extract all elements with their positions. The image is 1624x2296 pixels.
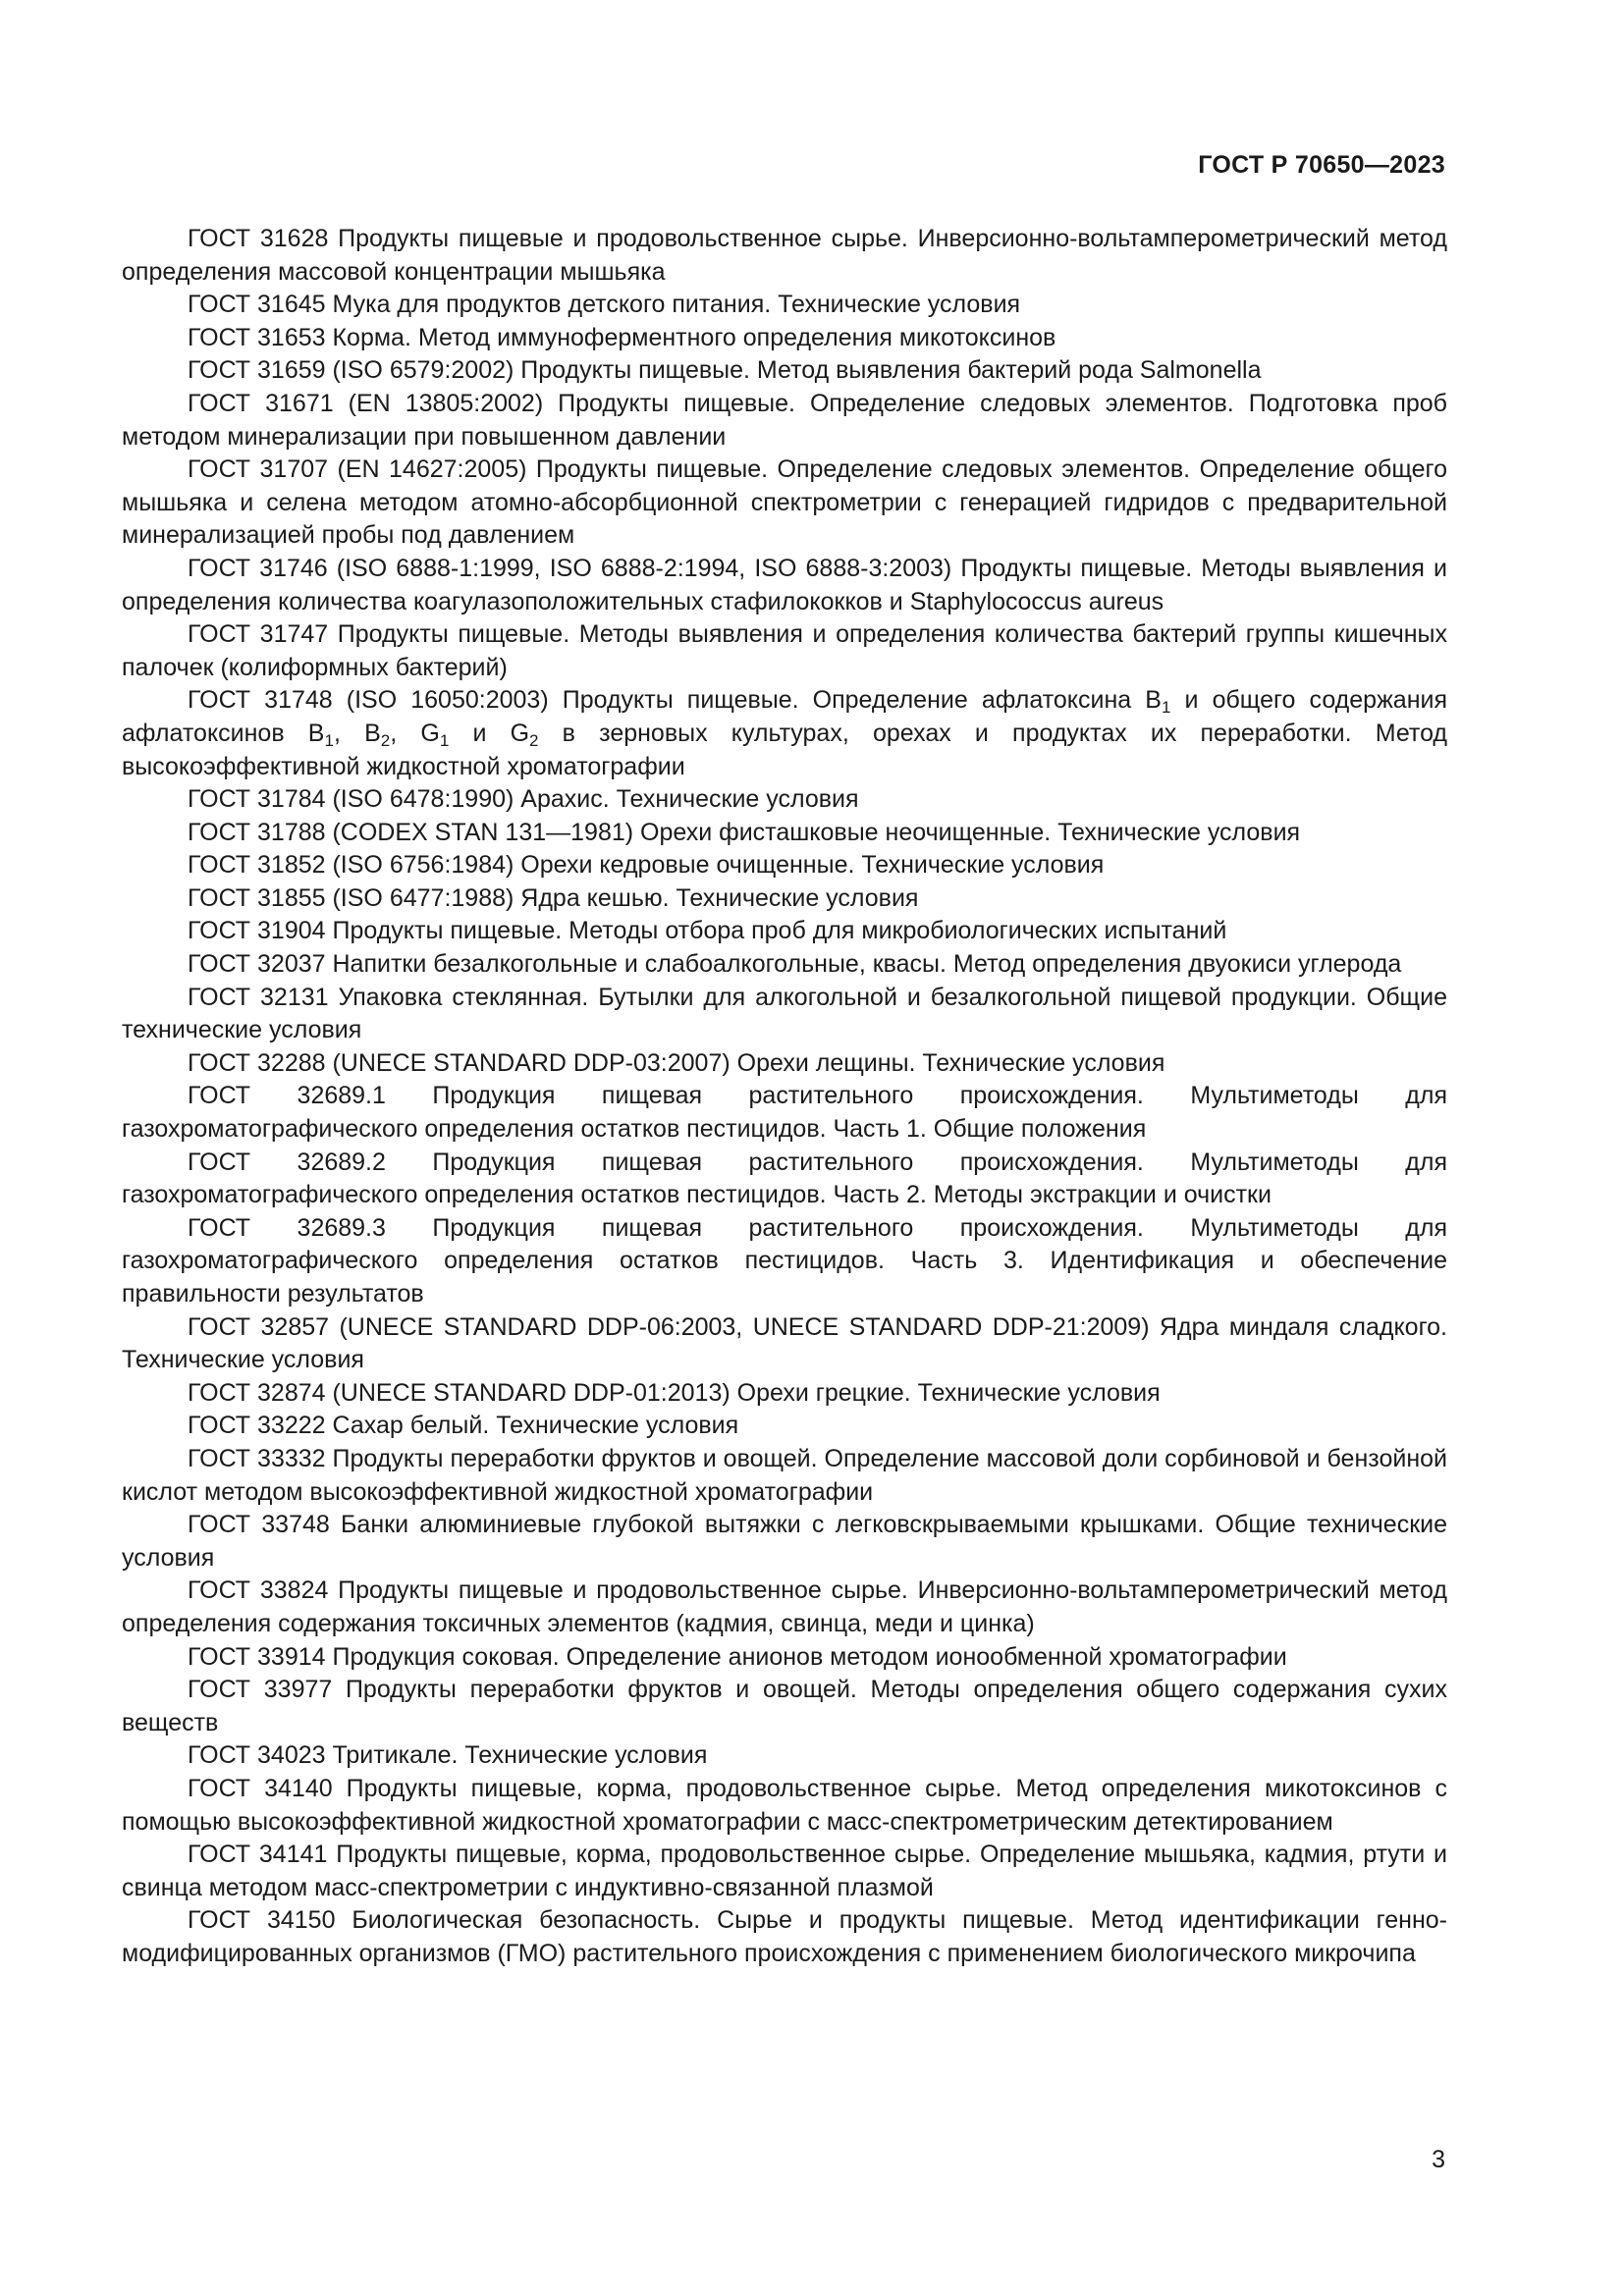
- page-number: 3: [1432, 2146, 1445, 2173]
- reference-entry: ГОСТ 32857 (UNECE STANDARD DDP-06:2003, UNECE STANDARD DDP-21:2009) Ядра миндаля сладкого. Технические условия: [122, 1312, 1447, 1374]
- reference-entry: ГОСТ 31628 Продукты пищевые и продовольственное сырье. Инверсионно-вольтамперометрический метод определения массовой концентрации мышьяка: [122, 225, 1447, 286]
- reference-entry: ГОСТ 33222 Сахар белый. Технические условия: [188, 1412, 739, 1440]
- reference-entry: ГОСТ 31855 (ISO 6477:1988) Ядра кешью. Технические условия: [188, 883, 919, 912]
- reference-entry: ГОСТ 31707 (EN 14627:2005) Продукты пищевые. Определение следовых элементов. Определение общего мышьяка и селена методом атомно-абсорбционной спектрометрии с генерацией гидридов с предварительной минерализацией пробы под давлением: [122, 455, 1447, 550]
- reference-entry: ГОСТ 31671 (EN 13805:2002) Продукты пищевые. Определение следовых элементов. Подготовка проб методом минерализации при повышенном давлении: [122, 389, 1447, 451]
- reference-entry: ГОСТ 32037 Напитки безалкогольные и слабоалкогольные, квасы. Метод определения двуокиси углерода: [188, 950, 1402, 979]
- reference-entry: ГОСТ 33748 Банки алюминиевые глубокой вытяжки с легковскрываемыми крышками. Общие технические условия: [122, 1511, 1447, 1572]
- references-list: [122, 223, 1447, 1970]
- reference-entry: ГОСТ 34141 Продукты пищевые, корма, продовольственное сырье. Определение мышьяка, кадмия, ртути и свинца методом масс-спектрометрии с индуктивно-связанной плазмой: [122, 1841, 1447, 1901]
- reference-entry: ГОСТ 31659 (ISO 6579:2002) Продукты пищевые. Метод выявления бактерий рода Salmonella: [188, 356, 1262, 385]
- reference-entry: ГОСТ 34023 Тритикале. Технические условия: [188, 1741, 708, 1770]
- reference-entry: ГОСТ 31746 (ISO 6888-1:1999, ISO 6888-2:1994, ISO 6888-3:2003) Продукты пищевые. Методы выявления и определения количества коагулазоположительных стафилококков и Staphylococcus aureus: [122, 554, 1447, 615]
- reference-entry: ГОСТ 34150 Биологическая безопасность. Сырье и продукты пищевые. Метод идентификации генно-модифицированных организмов (ГМО) растительного происхождения с применением биологического микрочипа: [122, 1906, 1447, 1967]
- reference-entry: ГОСТ 32131 Упаковка стеклянная. Бутылки для алкогольной и безалкогольной пищевой продукции. Общие технические условия: [122, 983, 1447, 1044]
- reference-entry: ГОСТ 31784 (ISO 6478:1990) Арахис. Технические условия: [188, 785, 859, 814]
- reference-entry: ГОСТ 33914 Продукция соковая. Определение анионов методом ионообменной хроматографии: [188, 1642, 1287, 1671]
- reference-entry: ГОСТ 33977 Продукты переработки фруктов и овощей. Методы определения общего содержания сухих веществ: [122, 1676, 1447, 1736]
- reference-entry: ГОСТ 31645 Мука для продуктов детского питания. Технические условия: [188, 291, 1021, 319]
- reference-entry: ГОСТ 32874 (UNECE STANDARD DDP-01:2013) Орехи грецкие. Технические условия: [188, 1378, 1161, 1407]
- reference-entry: ГОСТ 31904 Продукты пищевые. Методы отбора проб для микробиологических испытаний: [188, 917, 1227, 945]
- reference-entry: ГОСТ 31788 (CODEX STAN 131—1981) Орехи фисташковые неочищенные. Технические условия: [188, 818, 1301, 846]
- reference-entry: ГОСТ 33332 Продукты переработки фруктов и овощей. Определение массовой доли сорбиновой и бензойной кислот методом высокоэффективной жидкостной хроматографии: [122, 1444, 1447, 1506]
- reference-entry: ГОСТ 32689.1 Продукция пищевая растительного происхождения. Мультиметоды для газохроматографического определения остатков пестицидов. Часть 1. Общие положения: [122, 1082, 1447, 1144]
- reference-entry: ГОСТ 32288 (UNECE STANDARD DDP-03:2007) Орехи лещины. Технические условия: [188, 1048, 1165, 1077]
- reference-entry: ГОСТ 33824 Продукты пищевые и продовольственное сырье. Инверсионно-вольтамперометрический метод определения содержания токсичных элементов (кадмия, свинца, меди и цинка): [122, 1576, 1447, 1637]
- reference-entry: ГОСТ 32689.3 Продукция пищевая растительного происхождения. Мультиметоды для газохроматографического определения остатков пестицидов. Часть 3. Идентификация и обеспечение правильности результатов: [122, 1213, 1447, 1308]
- reference-entry: ГОСТ 34140 Продукты пищевые, корма, продовольственное сырье. Метод определения микотоксинов с помощью высокоэффективной жидкостной хроматографии с масс-спектрометрическим детектированием: [122, 1774, 1447, 1836]
- reference-entry: ГОСТ 31748 (ISO 16050:2003) Продукты пищевые. Определение афлатоксина $B_1$ и общего содержания афлатоксинов $B_1$, $B_2$, $G_1$ и $G_2$ в зерновых культурах, орехах и продуктах их переработки. Метод высокоэффективной жидкостной хроматографии: [122, 686, 1448, 780]
- reference-entry: ГОСТ 31852 (ISO 6756:1984) Орехи кедровые очищенные. Технические условия: [188, 851, 1105, 880]
- reference-entry: ГОСТ 32689.2 Продукция пищевая растительного происхождения. Мультиметоды для газохроматографического определения остатков пестицидов. Часть 2. Методы экстракции и очистки: [122, 1148, 1447, 1209]
- document-header-title: ГОСТ Р 70650—2023: [1198, 151, 1445, 179]
- reference-entry: ГОСТ 31747 Продукты пищевые. Методы выявления и определения количества бактерий группы кишечных палочек (колиформных бактерий): [122, 620, 1447, 681]
- reference-entry: ГОСТ 31653 Корма. Метод иммуноферментного определения микотоксинов: [188, 323, 1056, 351]
